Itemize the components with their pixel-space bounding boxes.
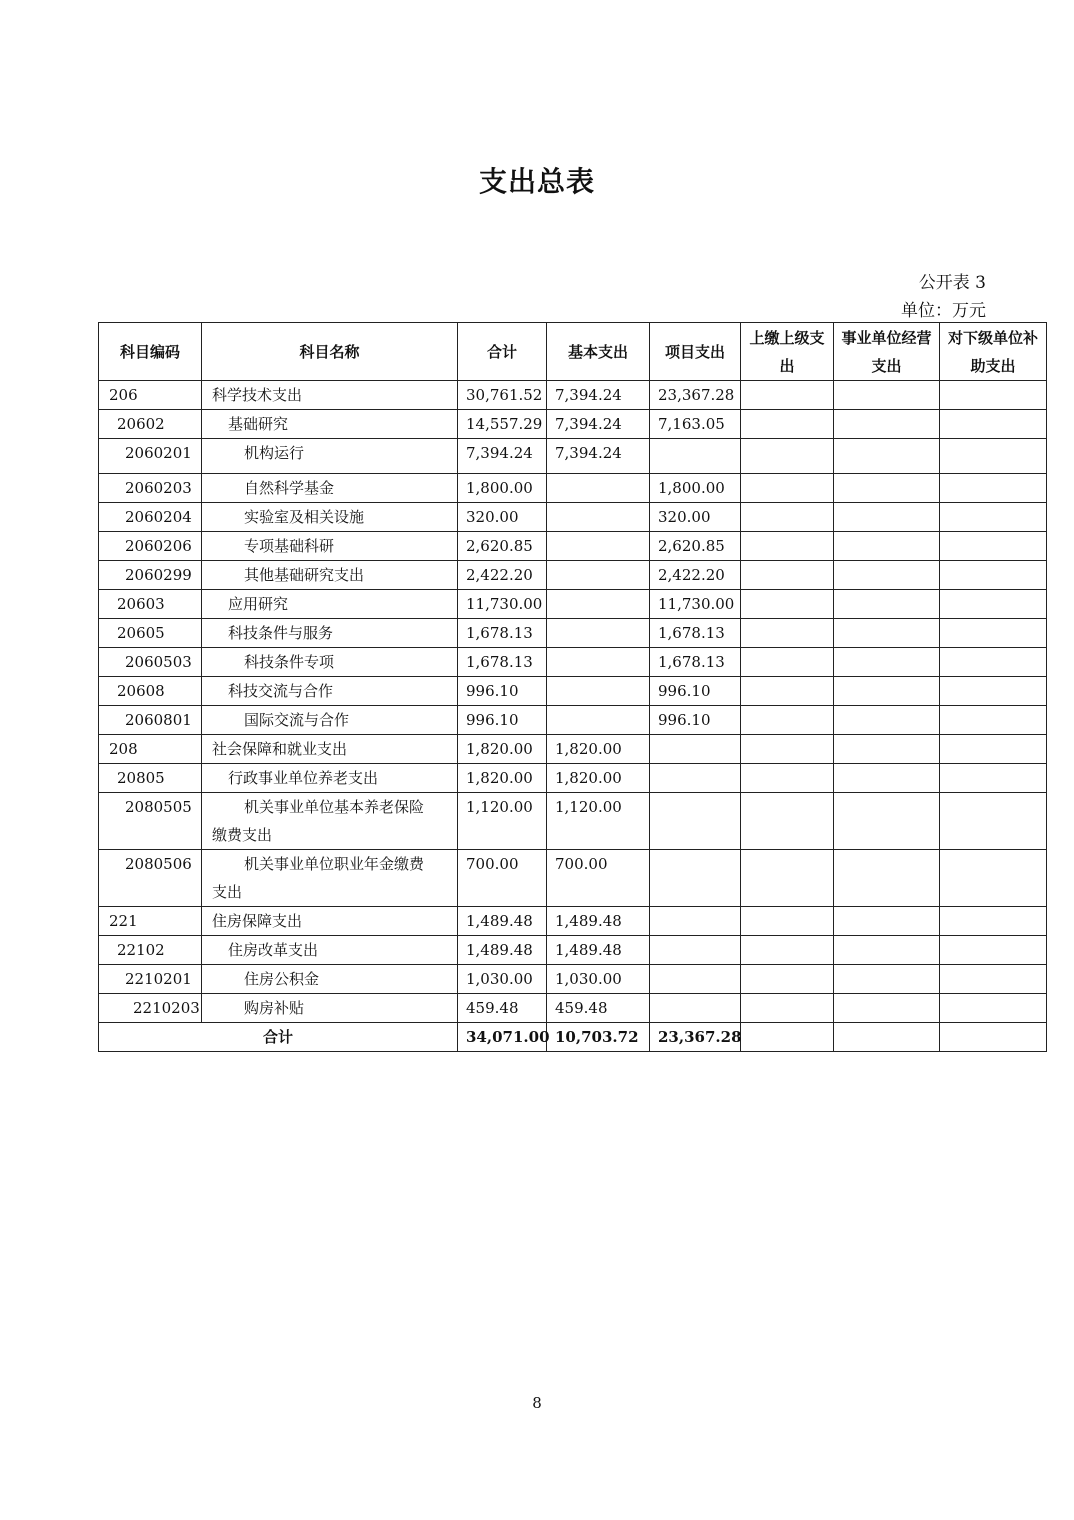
cell-project: 7,163.05 — [650, 410, 741, 439]
cell-name-line1: 机关事业单位基本养老保险 — [244, 798, 425, 816]
cell-upper — [741, 735, 834, 764]
cell-total: 1,820.00 — [458, 735, 547, 764]
cell-business — [834, 994, 940, 1023]
cell-upper — [741, 706, 834, 735]
header-basic: 基本支出 — [547, 323, 650, 381]
header-upper: 上缴上级支出 — [741, 323, 834, 381]
cell-subsidy — [940, 793, 1047, 850]
cell-total: 1,030.00 — [458, 965, 547, 994]
cell-business — [834, 439, 940, 474]
cell-project: 23,367.28 — [650, 381, 741, 410]
cell-name: 应用研究 — [202, 590, 458, 619]
cell-name: 行政事业单位养老支出 — [202, 764, 458, 793]
cell-upper — [741, 619, 834, 648]
cell-code: 20603 — [99, 590, 202, 619]
cell-project: 996.10 — [650, 706, 741, 735]
cell-project — [650, 793, 741, 850]
cell-name: 社会保障和就业支出 — [202, 735, 458, 764]
table-row — [99, 648, 1047, 677]
cell-project — [650, 735, 741, 764]
cell-basic: 1,030.00 — [547, 965, 650, 994]
table-row — [99, 936, 1047, 965]
cell-subsidy — [940, 677, 1047, 706]
cell-project: 320.00 — [650, 503, 741, 532]
header-code: 科目编码 — [99, 323, 202, 381]
cell-basic: 1,820.00 — [547, 735, 650, 764]
cell-business — [834, 677, 940, 706]
cell-project — [650, 907, 741, 936]
table-row — [99, 474, 1047, 503]
cell-name: 机构运行 — [202, 439, 458, 474]
cell-business — [834, 648, 940, 677]
cell-total: 2,620.85 — [458, 532, 547, 561]
cell-basic — [547, 706, 650, 735]
cell-total: 1,678.13 — [458, 648, 547, 677]
cell-name: 专项基础科研 — [202, 532, 458, 561]
cell-subsidy — [940, 648, 1047, 677]
cell-subsidy — [940, 561, 1047, 590]
cell-code: 2060503 — [99, 648, 202, 677]
cell-total: 996.10 — [458, 677, 547, 706]
cell-code: 20602 — [99, 410, 202, 439]
cell-business — [834, 706, 940, 735]
cell-total: 2,422.20 — [458, 561, 547, 590]
table-row — [99, 439, 1047, 474]
cell-project: 996.10 — [650, 677, 741, 706]
cell-subsidy — [940, 764, 1047, 793]
header-project: 项目支出 — [650, 323, 741, 381]
cell-code: 20605 — [99, 619, 202, 648]
cell-total: 1,120.00 — [458, 793, 547, 850]
table-row — [99, 677, 1047, 706]
cell-upper — [741, 381, 834, 410]
total-project: 23,367.28 — [650, 1023, 741, 1052]
cell-subsidy — [940, 619, 1047, 648]
table-row — [99, 503, 1047, 532]
cell-business — [834, 561, 940, 590]
cell-name — [202, 793, 458, 850]
cell-name: 基础研究 — [202, 410, 458, 439]
cell-subsidy — [940, 439, 1047, 474]
cell-subsidy — [940, 503, 1047, 532]
cell-code: 2080505 — [99, 793, 202, 850]
cell-code: 221 — [99, 907, 202, 936]
cell-subsidy — [940, 474, 1047, 503]
cell-total: 1,489.48 — [458, 907, 547, 936]
cell-upper — [741, 965, 834, 994]
cell-business — [834, 936, 940, 965]
cell-basic: 7,394.24 — [547, 381, 650, 410]
cell-project: 2,620.85 — [650, 532, 741, 561]
cell-total: 320.00 — [458, 503, 547, 532]
cell-basic: 7,394.24 — [547, 410, 650, 439]
cell-code: 22102 — [99, 936, 202, 965]
cell-upper — [741, 793, 834, 850]
total-subsidy — [940, 1023, 1047, 1052]
cell-subsidy — [940, 706, 1047, 735]
cell-name: 国际交流与合作 — [202, 706, 458, 735]
table-row — [99, 410, 1047, 439]
cell-business — [834, 532, 940, 561]
cell-project: 11,730.00 — [650, 590, 741, 619]
cell-basic: 700.00 — [547, 850, 650, 907]
cell-code: 208 — [99, 735, 202, 764]
cell-business — [834, 735, 940, 764]
cell-name: 住房公积金 — [202, 965, 458, 994]
cell-subsidy — [940, 850, 1047, 907]
cell-business — [834, 381, 940, 410]
cell-subsidy — [940, 410, 1047, 439]
cell-basic — [547, 648, 650, 677]
cell-basic: 1,489.48 — [547, 936, 650, 965]
cell-name-line1: 机关事业单位职业年金缴费 — [244, 855, 425, 873]
cell-basic — [547, 677, 650, 706]
cell-project — [650, 936, 741, 965]
cell-project — [650, 764, 741, 793]
cell-basic — [547, 503, 650, 532]
cell-upper — [741, 439, 834, 474]
cell-upper — [741, 561, 834, 590]
cell-name: 自然科学基金 — [202, 474, 458, 503]
cell-upper — [741, 677, 834, 706]
cell-name: 住房改革支出 — [202, 936, 458, 965]
cell-basic — [547, 619, 650, 648]
table-row — [99, 619, 1047, 648]
cell-upper — [741, 410, 834, 439]
expenditure-table — [98, 322, 1047, 1052]
cell-subsidy — [940, 532, 1047, 561]
cell-code: 20805 — [99, 764, 202, 793]
table-row — [99, 850, 1047, 907]
cell-name: 实验室及相关设施 — [202, 503, 458, 532]
cell-project: 1,678.13 — [650, 648, 741, 677]
cell-name: 购房补贴 — [202, 994, 458, 1023]
cell-business — [834, 410, 940, 439]
cell-project — [650, 439, 741, 474]
cell-name: 科技条件与服务 — [202, 619, 458, 648]
total-upper — [741, 1023, 834, 1052]
cell-business — [834, 907, 940, 936]
cell-upper — [741, 936, 834, 965]
cell-business — [834, 503, 940, 532]
total-label: 合计 — [99, 1023, 458, 1052]
table-row — [99, 994, 1047, 1023]
table-row — [99, 561, 1047, 590]
cell-code: 206 — [99, 381, 202, 410]
cell-name: 其他基础研究支出 — [202, 561, 458, 590]
page-title: 支出总表 — [478, 165, 595, 198]
cell-upper — [741, 994, 834, 1023]
cell-name-line2: 缴费支出 — [212, 826, 273, 844]
cell-business — [834, 965, 940, 994]
cell-business — [834, 850, 940, 907]
cell-total: 7,394.24 — [458, 439, 547, 474]
header-total: 合计 — [458, 323, 547, 381]
cell-basic: 7,394.24 — [547, 439, 650, 474]
cell-basic — [547, 590, 650, 619]
cell-subsidy — [940, 965, 1047, 994]
cell-business — [834, 764, 940, 793]
cell-total: 700.00 — [458, 850, 547, 907]
total-sum: 34,071.00 — [458, 1023, 547, 1052]
cell-project: 1,800.00 — [650, 474, 741, 503]
header-name: 科目名称 — [202, 323, 458, 381]
cell-upper — [741, 764, 834, 793]
header-row — [99, 323, 1047, 381]
cell-code: 2080506 — [99, 850, 202, 907]
total-business — [834, 1023, 940, 1052]
page-number: 8 — [532, 1394, 542, 1412]
cell-subsidy — [940, 994, 1047, 1023]
cell-code: 2060801 — [99, 706, 202, 735]
cell-total: 996.10 — [458, 706, 547, 735]
cell-basic: 1,820.00 — [547, 764, 650, 793]
table-row — [99, 793, 1047, 850]
cell-total: 459.48 — [458, 994, 547, 1023]
table-row — [99, 532, 1047, 561]
cell-project — [650, 965, 741, 994]
table-number: 公开表 3 — [918, 273, 986, 293]
cell-subsidy — [940, 936, 1047, 965]
cell-upper — [741, 648, 834, 677]
table-row — [99, 706, 1047, 735]
cell-name — [202, 850, 458, 907]
cell-business — [834, 474, 940, 503]
cell-subsidy — [940, 590, 1047, 619]
cell-upper — [741, 590, 834, 619]
cell-code: 2060201 — [99, 439, 202, 474]
cell-subsidy — [940, 381, 1047, 410]
cell-name: 科技条件专项 — [202, 648, 458, 677]
total-row — [99, 1023, 1047, 1052]
cell-code: 2060206 — [99, 532, 202, 561]
table-row — [99, 907, 1047, 936]
cell-subsidy — [940, 907, 1047, 936]
table-row — [99, 381, 1047, 410]
cell-code: 2060299 — [99, 561, 202, 590]
cell-upper — [741, 503, 834, 532]
cell-business — [834, 619, 940, 648]
header-business: 事业单位经营支出 — [834, 323, 940, 381]
cell-basic: 1,120.00 — [547, 793, 650, 850]
cell-code: 20608 — [99, 677, 202, 706]
cell-subsidy — [940, 735, 1047, 764]
cell-basic — [547, 561, 650, 590]
header-subsidy: 对下级单位补助支出 — [940, 323, 1047, 381]
cell-project: 2,422.20 — [650, 561, 741, 590]
cell-total: 1,489.48 — [458, 936, 547, 965]
cell-project — [650, 994, 741, 1023]
cell-business — [834, 793, 940, 850]
cell-code: 2060203 — [99, 474, 202, 503]
cell-upper — [741, 532, 834, 561]
cell-basic — [547, 532, 650, 561]
cell-total: 1,820.00 — [458, 764, 547, 793]
table-row — [99, 735, 1047, 764]
cell-upper — [741, 907, 834, 936]
cell-upper — [741, 850, 834, 907]
cell-business — [834, 590, 940, 619]
table-row — [99, 965, 1047, 994]
cell-basic — [547, 474, 650, 503]
unit-label: 单位：万元 — [901, 301, 986, 321]
cell-code: 2210201 — [99, 965, 202, 994]
cell-basic: 459.48 — [547, 994, 650, 1023]
cell-upper — [741, 474, 834, 503]
table-row — [99, 590, 1047, 619]
cell-total: 1,678.13 — [458, 619, 547, 648]
total-basic: 10,703.72 — [547, 1023, 650, 1052]
cell-name: 科学技术支出 — [202, 381, 458, 410]
cell-basic: 1,489.48 — [547, 907, 650, 936]
cell-name: 科技交流与合作 — [202, 677, 458, 706]
cell-total: 1,800.00 — [458, 474, 547, 503]
cell-total: 30,761.52 — [458, 381, 547, 410]
cell-project — [650, 850, 741, 907]
cell-name: 住房保障支出 — [202, 907, 458, 936]
cell-name-line2: 支出 — [212, 883, 243, 901]
cell-code: 2060204 — [99, 503, 202, 532]
cell-code: 2210203 — [99, 994, 202, 1023]
cell-total: 11,730.00 — [458, 590, 547, 619]
table-row — [99, 764, 1047, 793]
cell-total: 14,557.29 — [458, 410, 547, 439]
cell-project: 1,678.13 — [650, 619, 741, 648]
